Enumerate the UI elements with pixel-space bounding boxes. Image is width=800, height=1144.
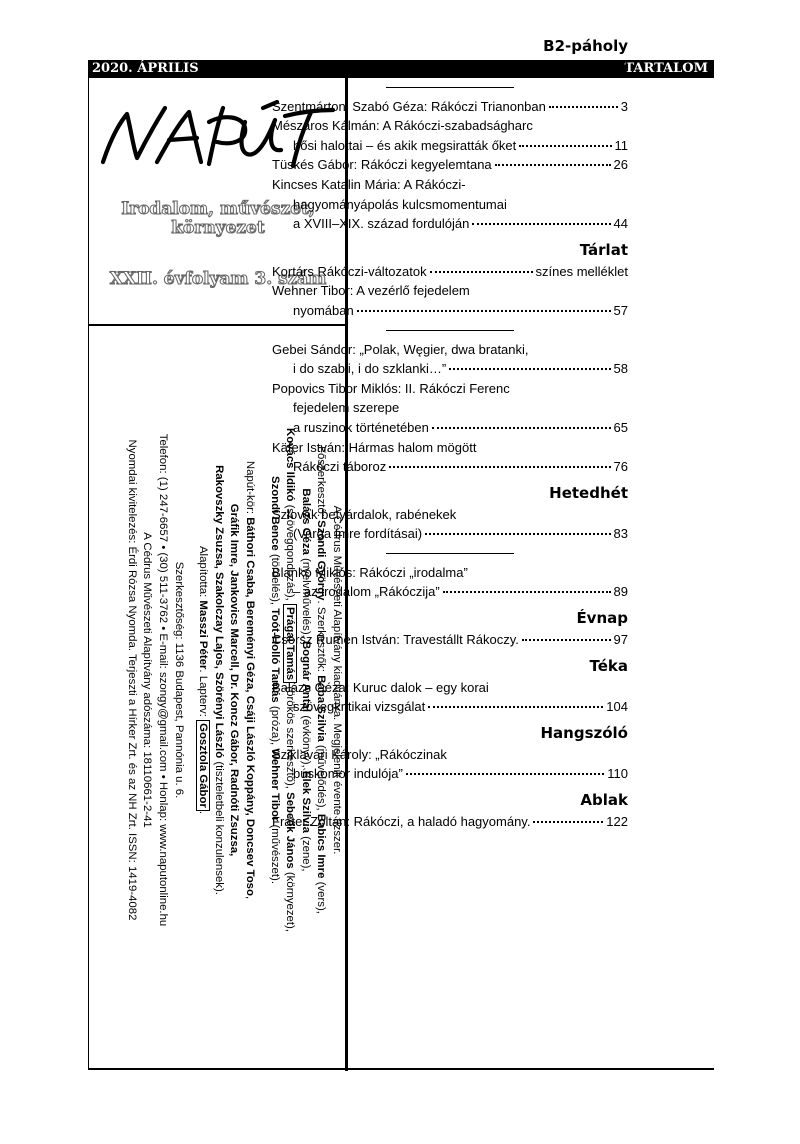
imprint-line: Kovács Ildikó (szövegqondozás), Prágai Tamás (örökös szerkesztő), Sebeők János (környezet), (284, 427, 297, 933)
toc-entry: Käfer István: Hármas halom mögött Rákóczi táboroz 76 (272, 439, 628, 475)
toc-entry: Popovics Tibor Miklós: II. Rákóczi Ferenc fejedelem szerepe a ruszinok történetében 65 (272, 380, 628, 435)
volume-issue: XXII. évfolyam 3. szám (109, 269, 327, 289)
subtitle-line-1: Irodalom, művészet, (121, 199, 315, 219)
toc-entry: Kincses Katalin Mária: A Rákóczi- hagyományápolás kulcsmomentumai a XVIII–XIX. század fordulóján 44 (272, 176, 628, 232)
section-heading: Ablak (580, 791, 628, 810)
imprint-line: Alapította: Masszi Péter. Lapterv: Gosztola Gábor. (197, 545, 210, 815)
section-heading: Évnap (576, 609, 628, 628)
toc-entry: Zalán Tibor tárcája borítóbelső (272, 60, 628, 75)
toc-entry: Gebei Sándor: „Polak, Węgier, dwa bratanki, i do szabli, i do szklanki…” 58 (272, 341, 628, 377)
imprint-line: Telefon: (1) 247-6657 • (30) 511-3762 • E-mail: szongy@gmail.com • Honlap: www.naputonline.hu (157, 433, 170, 927)
entry-separator (386, 553, 514, 554)
section-heading: Hangszóló (540, 723, 628, 742)
imprint-line: A Cédrus Művészeti Alapítvány kiadványa. Megjelenik évente tízszer. (331, 505, 343, 855)
toc-entry: Fráter Zoltán: Rákóczi, a haladó hagyomány. 122 (272, 814, 628, 830)
imprint-line: A Cédrus Művészeti Alapítvány adószáma: 18110661-2-41 (141, 532, 154, 828)
toc-entry: Balázs Géza: Kuruc dalok – egy korai szövegkritikai vizsgálat 104 (272, 679, 628, 715)
toc-entry: Wehner Tibor: A vezérlő fejedelem nyomában 57 (272, 283, 628, 318)
toc-entry: Sziklavári Károly: „Rákóczinak búskomor indulója” 110 (272, 746, 628, 782)
imprint-line: Gráfik Imre, Jankovics Marcell, Dr. Koncz Gábor, Radnóti Zsuzsa, (228, 503, 241, 857)
subtitle-line-2: környezet (171, 218, 265, 238)
section-heading: B2-páholy (543, 37, 628, 55)
section-heading: Téka (589, 656, 628, 675)
section-heading: Tárlat (579, 240, 628, 259)
imprint-line: Főszerkesztő: Szondi György. Szerkesztők: Bába Szilvia (művelődés), Babics Imre (vers), (315, 446, 328, 914)
toc-entry: Mészáros Kálmán: A Rákóczi-szabadságharc hősi halottai – és akik megsiratták őket 11 (272, 118, 628, 153)
entry-separator (386, 330, 514, 331)
imprint-line: Balázs Géza (nyelvművelés), Bognár Antal (évkönyv), Elek Szilvia (zene), (299, 488, 312, 872)
imprint-line: Szondi Bence (tördelés), Toót-Holló Tamás (próza), Wehner Tibor (művészet). (268, 475, 281, 885)
toc-entry: Szlovák betyárdalok, rabénekek (Varga Imre fordításai) 83 (272, 506, 628, 542)
toc-entry: Tüskés Gábor: Rákóczi kegyelemtana 26 (272, 157, 628, 173)
entry-separator (386, 87, 514, 88)
toc-entry: Kortárs Rákóczi-változatok színes melléklet (272, 263, 628, 279)
imprint-line: Szerkesztőség: 1136 Budapest, Pannónia u. 6. (172, 561, 185, 799)
section-heading: Hetedhét (549, 483, 628, 502)
imprint-line: Napút-kör: Báthori Csaba, Bereményi Géza, Csáji László Koppány, Doncsev Toso, (244, 460, 257, 900)
bottom-rule (348, 1068, 714, 1070)
section-title: TARTALOM (624, 61, 708, 76)
toc-entry: Szentmártoni Szabó Géza: Rákóczi Trianonban 3 (272, 98, 628, 114)
toc-entry: Csörsz Rumen István: Travestállt Rákoczy. 97 (272, 632, 628, 648)
imprint-line: Nyomdai kivitelezés: Érdi Rózsa Nyomda. Terjeszti a Hírker Zrt. és az NH Zrt. ISSN: 1419-4082 (125, 439, 138, 921)
toc-entry: Blankó Miklós: Rákóczi „irodalma” – az irodalom „Rákóczija” 89 (272, 564, 628, 600)
table-of-contents (272, 36, 628, 832)
issue-date: 2020. ÁPRILIS (92, 61, 199, 76)
imprint-line: Rakovszky Zsuzsa, Szakolczay Lajos, Szörényi László (tiszteletbeli konzulensek). (212, 465, 225, 895)
